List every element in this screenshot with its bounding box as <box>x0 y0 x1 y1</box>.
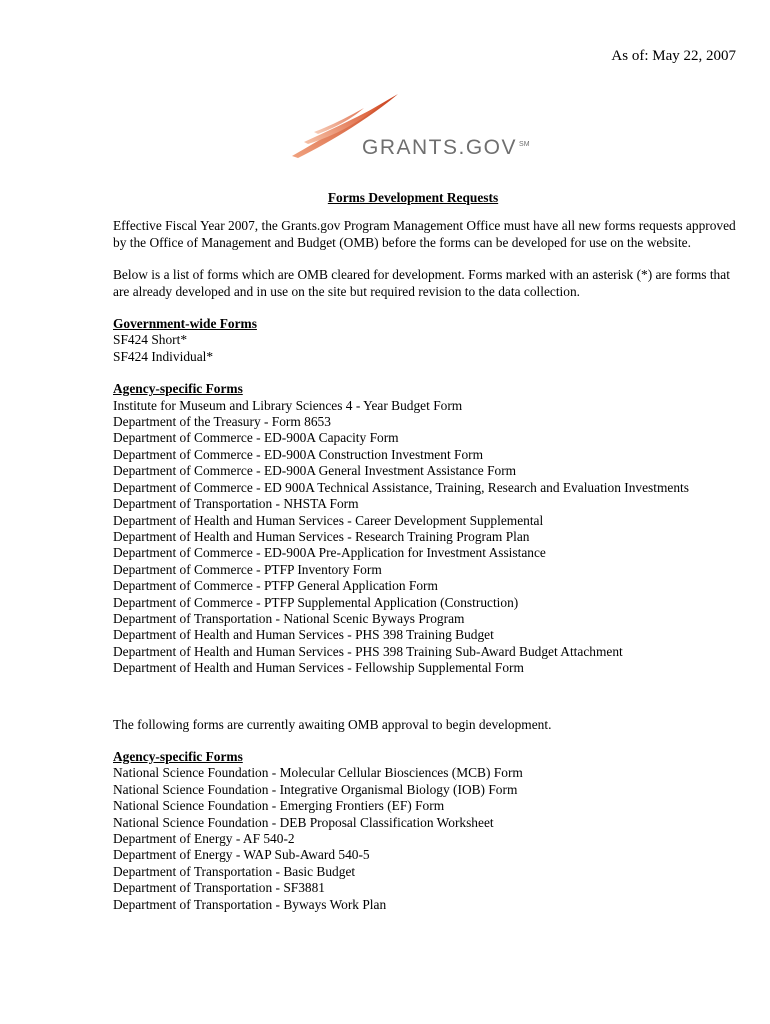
list-item: Department of the Treasury - Form 8653 <box>113 414 331 430</box>
list-item: National Science Foundation - Emerging Frontiers (EF) Form <box>113 798 445 814</box>
list-item: Department of Health and Human Services - Fellowship Supplemental Form <box>113 660 524 676</box>
agency-specific-awaiting-list <box>113 765 743 913</box>
list-item: Department of Commerce - ED-900A General Investment Assistance Form <box>113 463 517 479</box>
list-item: Department of Commerce - PTFP Inventory Form <box>113 561 382 577</box>
agency-specific-cleared-list <box>113 398 743 677</box>
list-item: Department of Transportation - NHSTA Form <box>113 496 359 512</box>
list-item: Department of Transportation - Basic Budget <box>113 863 356 879</box>
list-item: Department of Energy - AF 540-2 <box>113 831 295 846</box>
section-spacer <box>113 693 743 717</box>
list-item: National Science Foundation - DEB Proposal Classification Worksheet <box>113 814 494 830</box>
as-of-date: As of: May 22, 2007 <box>611 48 736 64</box>
list-item: Department of Commerce - ED-900A Pre-Application for Investment Assistance <box>113 545 546 561</box>
service-mark: SM <box>519 141 530 148</box>
list-item: SF424 Individual* <box>113 348 214 364</box>
list-item: SF424 Short* <box>113 332 188 348</box>
list-item: Department of Commerce - PTFP Supplemental Application (Construction) <box>113 594 519 610</box>
awaiting-agency-specific-heading: Agency-specific Forms <box>113 748 243 764</box>
list-item: Institute for Museum and Library Sciences 4 - Year Budget Form <box>113 397 463 413</box>
list-item: Department of Health and Human Services - Research Training Program Plan <box>113 528 530 544</box>
list-item: Department of Health and Human Services - PHS 398 Training Budget <box>113 627 494 643</box>
list-item: Department of Energy - WAP Sub-Award 540-5 <box>113 847 370 863</box>
government-wide-list <box>113 332 743 365</box>
agency-specific-heading: Agency-specific Forms <box>113 381 243 397</box>
list-item: Department of Transportation - Byways Work Plan <box>113 896 387 912</box>
list-intro-paragraph: Below is a list of forms which are OMB cleared for development. Forms marked with an asterisk (*) are forms that are already developed and in use on the site but required revision to the data collection. <box>113 267 730 299</box>
page-title: Forms Development Requests <box>327 190 499 205</box>
list-item: Department of Health and Human Services - Career Development Supplemental <box>113 512 544 528</box>
list-item: Department of Commerce - ED-900A Construction Investment Form <box>113 446 484 462</box>
government-wide-heading: Government-wide Forms <box>113 316 257 332</box>
logo-wordmark: GRANTS.GOV ℠ <box>362 136 530 159</box>
awaiting-intro-paragraph: The following forms are currently awaiting OMB approval to begin development. <box>113 716 552 732</box>
list-item: Department of Commerce - ED 900A Technical Assistance, Training, Research and Evaluation Investments <box>113 479 689 495</box>
grants-gov-logo <box>290 92 555 162</box>
list-item: Department of Commerce - ED-900A Capacity Form <box>113 430 399 446</box>
list-item: Department of Health and Human Services - PHS 398 Training Sub-Award Budget Attachment <box>113 643 623 659</box>
list-item: Department of Commerce - PTFP General Application Form <box>113 578 438 594</box>
intro-paragraph: Effective Fiscal Year 2007, the Grants.gov Program Management Office must have all new forms requests approved by the Office of Management and Budget (OMB) before the forms can be developed for use on the website. <box>113 218 736 250</box>
list-item: National Science Foundation - Integrative Organismal Biology (IOB) Form <box>113 781 518 797</box>
document-body <box>113 190 743 929</box>
list-item: Department of Transportation - SF3881 <box>113 880 326 896</box>
list-item: Department of Transportation - National Scenic Byways Program <box>113 610 465 626</box>
list-item: National Science Foundation - Molecular Cellular Biosciences (MCB) Form <box>113 765 523 781</box>
